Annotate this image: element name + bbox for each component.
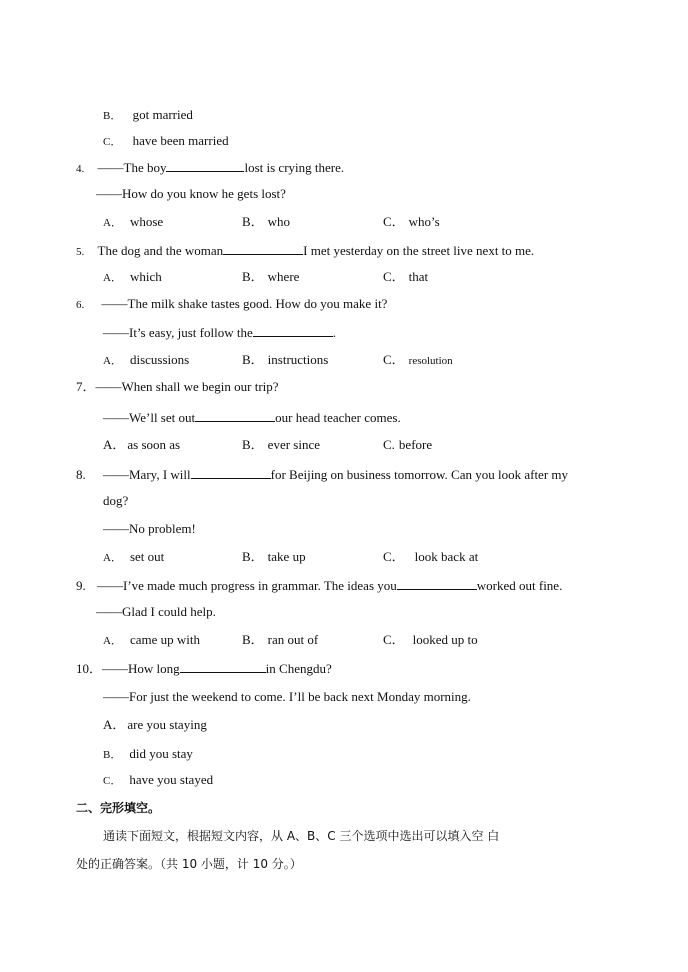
q4-option-b[interactable]: B． who — [242, 214, 291, 229]
answer-blank[interactable] — [253, 324, 333, 337]
option-label: B． — [103, 110, 122, 122]
section-instructions-line1: 通读下面短文，根据短文内容，从 A、B、C 三个选项中选出可以填入空 白 — [103, 829, 500, 843]
section-instructions-line2: 处的正确答案。（共 10 小题，计 10 分。） — [76, 857, 302, 871]
option-text: got married — [132, 107, 193, 122]
q4-line2: ——How do you know he gets lost? — [96, 186, 286, 201]
q9-stem: 9. ——I’ve made much progress in grammar. The ideas you worked out fine. — [76, 578, 563, 593]
q10-stem: 10．——How long in Chengdu? — [76, 661, 332, 676]
q4-option-a[interactable]: A． whose — [103, 214, 164, 229]
q8-option-b[interactable]: B． take up — [242, 549, 306, 564]
q5-option-a[interactable]: A． which — [103, 269, 162, 284]
q7-option-c[interactable]: C. before — [383, 437, 433, 452]
q10-option-b[interactable]: B． did you stay — [103, 746, 193, 761]
question-number: 7． — [76, 379, 96, 394]
q8-option-c[interactable]: C． look back at — [383, 549, 479, 564]
q5-option-b[interactable]: B． where — [242, 269, 300, 284]
answer-blank[interactable] — [223, 242, 303, 255]
question-number: 10． — [76, 661, 103, 676]
q6-line2: ——It’s easy, just follow the . — [103, 325, 336, 340]
q5-option-c[interactable]: C． that — [383, 269, 429, 284]
q10-option-a[interactable]: A． are you staying — [103, 717, 207, 732]
answer-blank[interactable] — [195, 409, 275, 422]
q7-stem: 7．——When shall we begin our trip? — [76, 379, 279, 394]
q8-option-a[interactable]: A． set out — [103, 549, 165, 564]
q6-stem: 6. ——The milk shake tastes good. How do you make it? — [76, 296, 388, 311]
q10-line2: ——For just the weekend to come. I’ll be back next Monday morning. — [103, 689, 471, 704]
q4-option-c[interactable]: C． who’s — [383, 214, 440, 229]
answer-blank[interactable] — [180, 660, 266, 673]
q9-option-b[interactable]: B． ran out of — [242, 632, 319, 647]
q3-option-b[interactable] — [103, 107, 193, 124]
q9-option-c[interactable]: C． looked up to — [383, 632, 478, 647]
question-number: 4. — [76, 163, 85, 175]
q7-option-a[interactable]: A． as soon as — [103, 437, 181, 452]
question-number: 8. — [76, 467, 86, 482]
q9-option-a[interactable]: A． came up with — [103, 632, 200, 647]
q8-line2: ——No problem! — [103, 521, 196, 536]
option-text: have been married — [132, 133, 229, 148]
q10-option-c[interactable]: C． have you stayed — [103, 772, 214, 787]
question-number: 5. — [76, 246, 85, 258]
question-number: 6. — [76, 299, 85, 311]
q4-stem: 4. ——The boy lost is crying there. — [76, 160, 345, 175]
q8-stem-continuation: dog? — [103, 493, 129, 508]
option-label: C． — [103, 136, 122, 148]
answer-blank[interactable] — [397, 577, 477, 590]
section-heading: 二、完形填空。 — [76, 801, 161, 815]
q6-option-a[interactable]: A． discussions — [103, 352, 190, 367]
q3-option-c[interactable] — [103, 133, 229, 150]
question-number: 9. — [76, 578, 86, 593]
q6-option-c[interactable]: C． resolution — [383, 352, 453, 367]
answer-blank[interactable] — [166, 159, 244, 172]
q6-option-b[interactable]: B． instructions — [242, 352, 329, 367]
q7-option-b[interactable]: B． ever since — [242, 437, 321, 452]
q9-line2: ——Glad I could help. — [96, 604, 216, 619]
q5-stem: 5. The dog and the woman I met yesterday on the street live next to me. — [76, 243, 535, 258]
q7-line2: ——We’ll set out our head teacher comes. — [103, 410, 401, 425]
answer-blank[interactable] — [191, 466, 271, 479]
q8-stem: 8. ——Mary, I will for Beijing on business tomorrow. Can you look after my — [76, 467, 569, 482]
